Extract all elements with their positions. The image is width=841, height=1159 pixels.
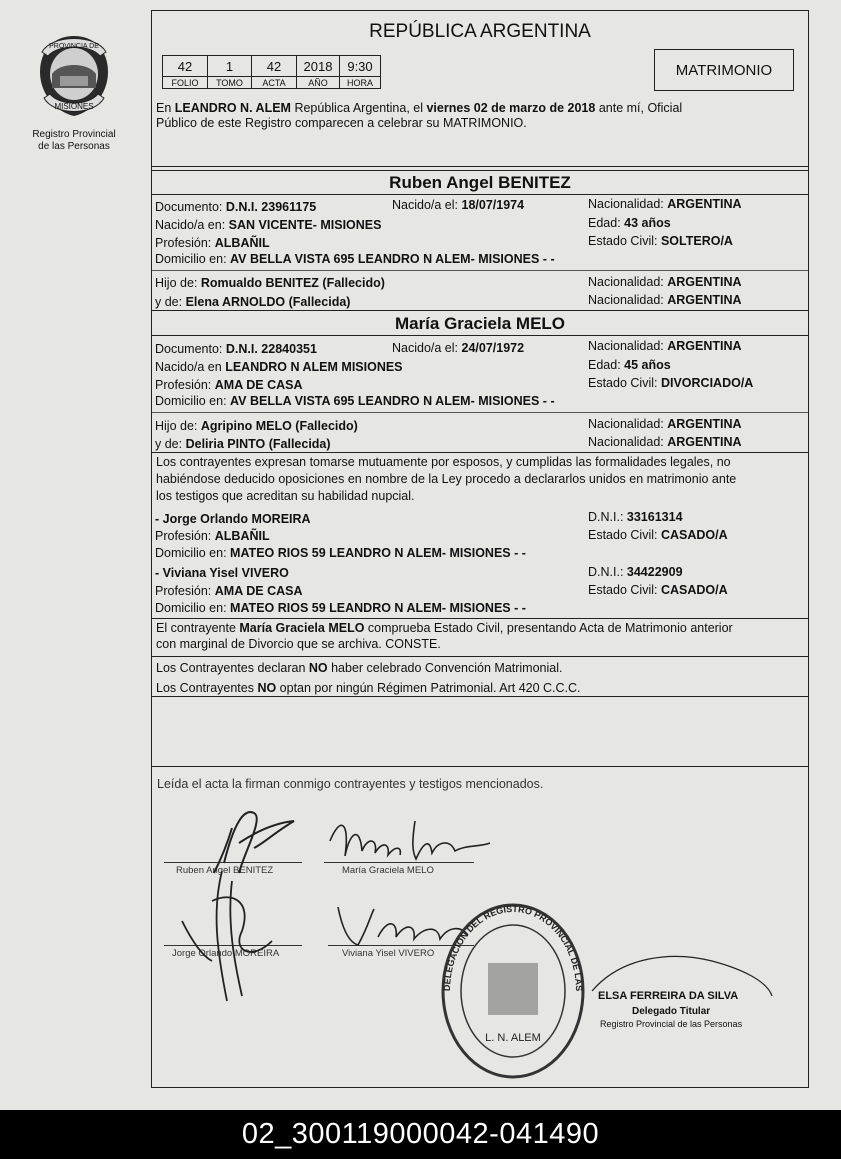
svg-text:DELEGACION DEL REGISTRO PROVIN: DELEGACION DEL REGISTRO PROVINCIAL DE LAS PERSONAS — [434, 893, 585, 992]
witness1-name: - Jorge Orlando MOREIRA — [155, 512, 311, 526]
delegate-signature-icon — [582, 951, 782, 1011]
witness1-civil-status: Estado Civil: CASADO/A — [588, 528, 728, 542]
signature-witness1-icon — [172, 861, 302, 1011]
spouse2-nationality: Nacionalidad: ARGENTINA — [588, 339, 742, 353]
marriage-certificate — [151, 10, 809, 1088]
spouse2-father-nationality: Nacionalidad: ARGENTINA — [588, 417, 742, 431]
witness1-address: Domicilio en: MATEO RIOS 59 LEANDRO N ALEM- MISIONES - - — [155, 546, 526, 560]
signature-spouse2-icon — [320, 811, 500, 881]
spouse2-profession: Profesión: AMA DE CASA — [155, 378, 303, 392]
spouse1-profession: Profesión: ALBAÑIL — [155, 236, 270, 250]
spouse2-name: María Graciela MELO — [394, 314, 566, 333]
signature-label-witness1: Jorge Orlando MOREIRA — [172, 948, 280, 959]
document-code-bar — [0, 1110, 841, 1159]
marriage-date: viernes 02 de marzo de 2018 — [426, 101, 596, 115]
spouse1-mother-nationality: Nacionalidad: ARGENTINA — [588, 293, 742, 307]
spouse2-birthplace: Nacido/a en LEANDRO N ALEM MISIONES — [155, 360, 403, 374]
intro-paragraph: En LEANDRO N. ALEM República Argentina, el viernes 02 de marzo de 2018 ante mí, Oficial Público de este Registro comparecen a celebrar su MATRIMONIO. — [156, 101, 683, 130]
spouse1-father: Hijo de: Romualdo BENITEZ (Fallecido) — [155, 276, 385, 290]
delegate-registry: Registro Provincial de las Personas — [600, 1019, 743, 1029]
witness2-civil-status: Estado Civil: CASADO/A — [588, 583, 728, 597]
spouse1-civil-status: Estado Civil: SOLTERO/A — [588, 234, 733, 248]
spouse1-birthplace: Nacido/a en: SAN VICENTE- MISIONES — [155, 218, 382, 232]
hora-value: 9:30 — [340, 56, 381, 77]
anio-value: 2018 — [297, 56, 340, 77]
spouse1-nationality: Nacionalidad: ARGENTINA — [588, 197, 742, 211]
certificate-type-box: MATRIMONIO — [654, 49, 794, 91]
spouse1-father-nationality: Nacionalidad: ARGENTINA — [588, 275, 742, 289]
spouse1-birthdate: Nacido/a el: 18/07/1974 — [392, 198, 525, 212]
acta-label: ACTA — [252, 77, 297, 89]
registry-logo — [22, 32, 126, 153]
spouse2-age: Edad: 45 años — [588, 358, 671, 372]
svg-text:MISIONES: MISIONES — [54, 102, 94, 111]
acta-value: 42 — [252, 56, 297, 77]
registry-reference-table — [162, 55, 381, 89]
spouse2-document: Documento: D.N.I. 22840351 — [155, 342, 317, 356]
spouse2-civil-status: Estado Civil: DIVORCIADO/A — [588, 376, 754, 390]
spouse2-address: Domicilio en: AV BELLA VISTA 695 LEANDRO N ALEM- MISIONES - - — [155, 394, 555, 408]
spouse2-birthdate: Nacido/a el: 24/07/1972 — [392, 341, 525, 355]
document-code: 02_300119000042-041490 — [241, 1118, 600, 1150]
closing-statement: Leída el acta la firman conmigo contrayentes y testigos mencionados. — [157, 777, 544, 791]
signature-label-witness2: Viviana Yisel VIVERO — [342, 948, 435, 959]
logo-caption-line2: de las Personas — [38, 141, 110, 152]
witness1-profession: Profesión: ALBAÑIL — [155, 529, 270, 543]
civil-status-note: El contrayente María Graciela MELO comprueba Estado Civil, presentando Acta de Matrimonio anterior con marginal de Divorcio que se archiva. CONSTE. — [156, 621, 733, 651]
logo-caption-line1: Registro Provincial — [32, 129, 116, 140]
witness2-name: - Viviana Yisel VIVERO — [155, 566, 289, 580]
folio-label: FOLIO — [163, 77, 208, 89]
anio-label: AÑO — [297, 77, 340, 89]
page-title: REPÚBLICA ARGENTINA — [369, 21, 591, 42]
tomo-value: 1 — [208, 56, 252, 77]
spouse1-mother: y de: Elena ARNOLDO (Fallecida) — [155, 295, 351, 309]
province-seal-icon — [34, 32, 114, 120]
hora-label: HORA — [340, 77, 381, 89]
svg-text:PROVINCIA DE: PROVINCIA DE — [49, 43, 99, 50]
signature-label-spouse1: Ruben Angel BENITEZ — [176, 865, 274, 876]
spouse1-address: Domicilio en: AV BELLA VISTA 695 LEANDRO N ALEM- MISIONES - - — [155, 252, 555, 266]
svg-text:L. N. ALEM: L. N. ALEM — [485, 1032, 541, 1044]
witness1-dni: D.N.I.: 33161314 — [588, 510, 683, 524]
declaration-paragraph: Los contrayentes expresan tomarse mutuamente por esposos, y cumplidas las formalidades legales, no habiéndose deducido oposiciones en nombre de la Ley procedo a declararlos unidos en matrimonio ante los testigos que acreditan su habilidad nupcial. — [156, 455, 737, 503]
spouse2-mother: y de: Deliria PINTO (Fallecida) — [155, 437, 331, 451]
witness2-dni: D.N.I.: 34422909 — [588, 565, 683, 579]
spouse2-father: Hijo de: Agripino MELO (Fallecido) — [155, 419, 358, 433]
conventions-paragraph: Los Contrayentes declaran NO haber celebrado Convención Matrimonial. Los Contrayentes NO optan por ningún Régimen Patrimonial. Art 420 C.C.C. — [156, 661, 581, 695]
spouse1-age: Edad: 43 años — [588, 216, 671, 230]
witness2-profession: Profesión: AMA DE CASA — [155, 584, 303, 598]
tomo-label: TOMO — [208, 77, 252, 89]
registry-seal-icon — [434, 893, 588, 1081]
folio-value: 42 — [163, 56, 208, 77]
spouse2-mother-nationality: Nacionalidad: ARGENTINA — [588, 435, 742, 449]
delegate-name: ELSA FERREIRA DA SILVA — [598, 990, 739, 1002]
witness2-address: Domicilio en: MATEO RIOS 59 LEANDRO N ALEM- MISIONES - - — [155, 601, 526, 615]
spouse1-document: Documento: D.N.I. 23961175 — [155, 200, 317, 214]
spouse1-name: Ruben Angel BENITEZ — [389, 173, 571, 192]
signature-label-spouse2: María Graciela MELO — [342, 865, 434, 876]
place-name: LEANDRO N. ALEM — [174, 101, 291, 115]
delegate-title: Delegado Titular — [632, 1006, 711, 1017]
